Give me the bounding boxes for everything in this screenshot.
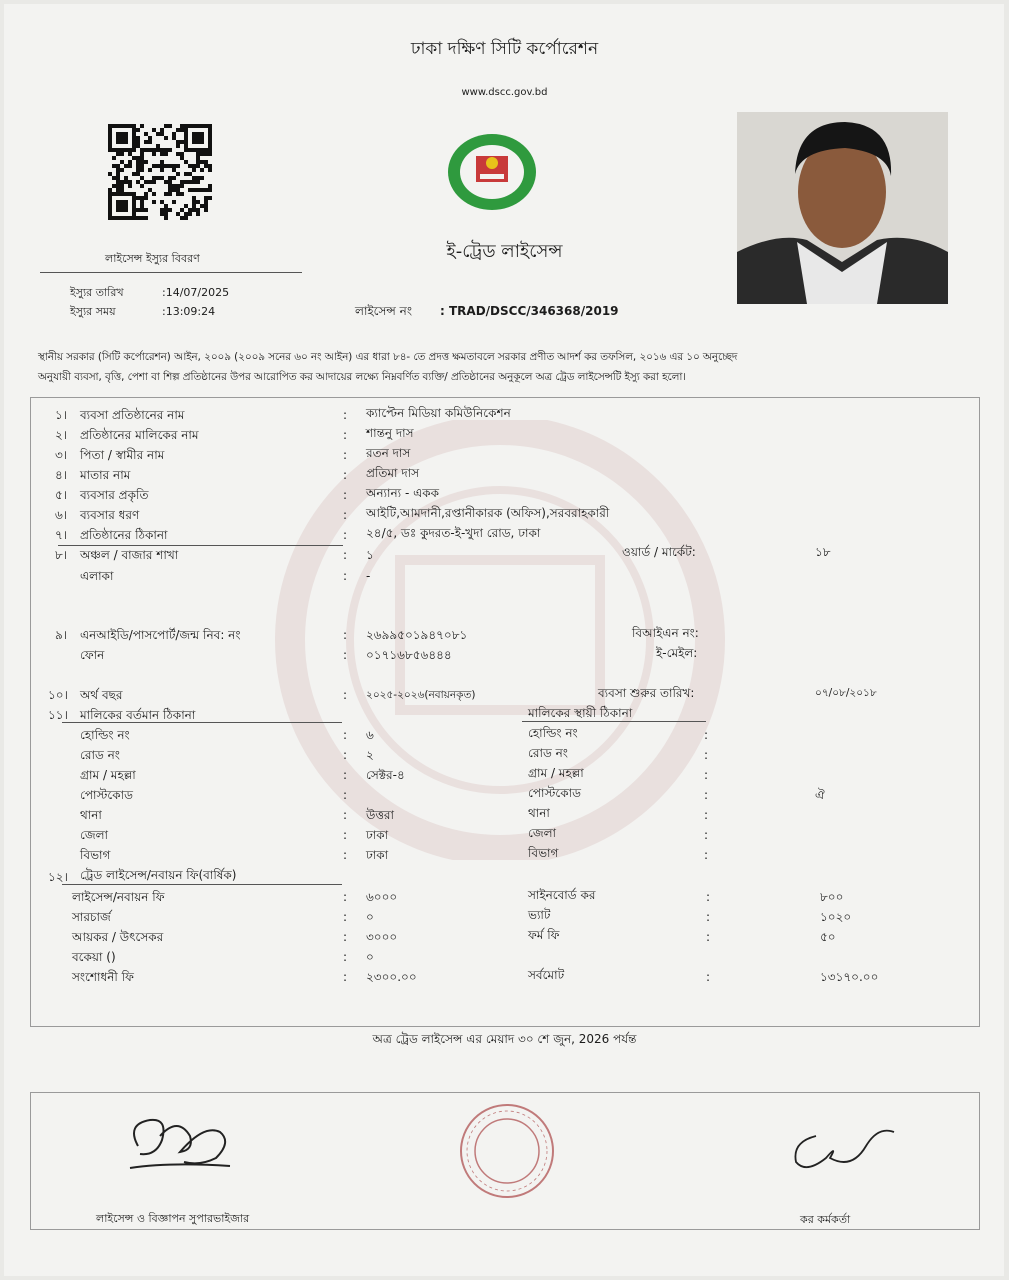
website-url: www.dscc.gov.bd: [461, 87, 548, 98]
fee-label: লাইসেন্স/নবায়ন ফি: [72, 890, 165, 904]
area-label: অঞ্চল / বাজার শাখা: [80, 548, 179, 562]
present-address-value: উত্তরা: [366, 808, 395, 822]
fee-value: ০: [366, 950, 374, 964]
fiscal-value: ২০২৫-২০২৬(নবায়নকৃত): [366, 689, 476, 701]
info-row-num: ২।: [55, 428, 68, 442]
colon-separator: :: [343, 728, 348, 742]
present-address-label: জেলা: [80, 828, 109, 842]
colon-separator: :: [343, 808, 348, 822]
intro-line-2: অনুযায়ী ব্যবসা, বৃত্তি, পেশা বা শিল্প প্রতিষ্ঠানের উপর আরোপিত কর আদায়ের লক্ষ্যে নিম্নবর্ণিত ব্যক্তি/ প্রতিষ্ঠানের অনুকূলে অত্র ট্রেড লাইসেন্সটি ইস্যু করা হলো।: [38, 371, 686, 383]
present-address-label: গ্রাম / মহল্লা: [80, 768, 136, 782]
owner-photo: [737, 112, 948, 304]
tax-officer-signature: [782, 1116, 902, 1186]
permanent-address-label: বিভাগ: [528, 846, 559, 860]
phone-value: ০১৭১৬৮৫৬৪৪৪: [366, 648, 452, 662]
colon-separator: :: [343, 408, 348, 422]
fee-value: ৬০০০: [366, 890, 398, 904]
fee-value: ০: [366, 910, 374, 924]
fees-heading: ট্রেড লাইসেন্স/নবায়ন ফি(বার্ষিক): [80, 868, 237, 882]
info-row-num: ৭।: [55, 528, 68, 542]
fee-right-value: ৮০০: [820, 890, 844, 904]
fee-value: ৩০০০: [366, 930, 398, 944]
colon-separator: :: [704, 768, 709, 782]
license-title: ই-ট্রেড লাইসেন্স: [446, 241, 563, 262]
info-row-label: মাতার নাম: [80, 468, 131, 482]
colon-separator: :: [704, 728, 709, 742]
address-num: ১১।: [48, 708, 68, 722]
info-row-label: ব্যবসার ধরণ: [80, 508, 140, 522]
issue-time: :13:09:24: [162, 305, 216, 318]
colon-separator: :: [704, 828, 709, 842]
info-row-num: ৪।: [55, 468, 68, 482]
nid-value: ২৬৯৯৫০১৯৪৭০৮১: [366, 628, 468, 642]
colon-separator: :: [343, 828, 348, 842]
area-num: ৮।: [55, 548, 68, 562]
colon-separator: :: [343, 428, 348, 442]
fee-right-value: ১০২০: [820, 910, 852, 924]
info-row-num: ৫।: [55, 488, 68, 502]
fee-right-label: ভ্যাট: [528, 908, 551, 922]
issue-heading: লাইসেন্স ইস্যুর বিবরণ: [105, 252, 200, 265]
issue-date: :14/07/2025: [162, 286, 230, 299]
present-address-value: সেক্টর-৪: [366, 768, 405, 782]
fee-label: সংশোধনী ফি: [72, 970, 134, 984]
start-date-value: ০৭/০৮/২০১৮: [815, 687, 877, 699]
elaka-label: এলাকা: [80, 569, 114, 583]
email-label: ই-মেইল:: [656, 646, 698, 660]
info-row-value: শান্তনু দাস: [366, 426, 414, 440]
info-row-label: পিতা / স্বামীর নাম: [80, 448, 165, 462]
license-no-label: লাইসেন্স নং: [355, 304, 412, 318]
colon-separator: :: [343, 848, 348, 862]
info-row-value: প্রতিমা দাস: [366, 466, 420, 480]
present-address-label: রোড নং: [80, 748, 120, 762]
present-address-label: পোস্টকোড: [80, 788, 133, 802]
permanent-address-heading: মালিকের স্থায়ী ঠিকানা: [528, 706, 633, 720]
permanent-address-label: থানা: [528, 806, 550, 820]
colon-separator: :: [343, 788, 348, 802]
fee-right-label: ফর্ম ফি: [528, 928, 560, 942]
colon-separator: :: [343, 970, 348, 984]
permanent-address-label: হোল্ডিং নং: [528, 726, 578, 740]
info-row-num: ১।: [55, 408, 68, 422]
present-address-label: বিভাগ: [80, 848, 111, 862]
info-row-value: অন্যান্য - একক: [366, 486, 440, 500]
colon-separator: :: [343, 950, 348, 964]
colon-separator: :: [343, 910, 348, 924]
fiscal-label: অর্থ বছর: [80, 688, 123, 702]
colon-separator: :: [343, 448, 348, 462]
nid-label: এনআইডি/পাসপোর্ট/জন্ম নিব: নং: [80, 628, 241, 642]
fee-right-label: সাইনবোর্ড কর: [528, 888, 596, 902]
present-address-label: হোল্ডিং নং: [80, 728, 130, 742]
info-row-value: আইটি,আমদানী,রপ্তানীকারক (অফিস),সরবরাহকারী: [366, 506, 610, 520]
nid-num: ৯।: [55, 628, 68, 642]
info-row-num: ৬।: [55, 508, 68, 522]
issue-date-label: ইস্যুর তারিখ: [70, 286, 124, 299]
colon-separator: :: [343, 768, 348, 782]
permanent-address-label: গ্রাম / মহল্লা: [528, 766, 584, 780]
supervisor-title: লাইসেন্স ও বিজ্ঞাপন সুপারভাইজার: [96, 1212, 250, 1225]
colon-separator: :: [704, 748, 709, 762]
permanent-address-value: ঐ: [815, 788, 825, 802]
area-value: ১: [366, 548, 374, 562]
intro-line-1: স্থানীয় সরকার (সিটি কর্পোরেশন) আইন, ২০০৯ (২০০৯ সনের ৬০ নং আইন) এর ধারা ৮৪- তে প্রদত্ত ক্ষমতাবলে সরকার প্রণীত আদর্শ কর তফসিল, ২০১৬ এর ১০ অনুচ্ছেদ: [38, 351, 738, 363]
colon-separator: :: [343, 748, 348, 762]
official-seal-icon: [458, 1102, 556, 1200]
supervisor-signature: [120, 1106, 240, 1186]
info-row-value: ক্যাপ্টেন মিডিয়া কমিউনিকেশন: [366, 406, 511, 420]
info-row-label: ব্যবসার প্রকৃতি: [80, 488, 149, 502]
validity-note: অত্র ট্রেড লাইসেন্স এর মেয়াদ ৩০ শে জুন, 2026 পর্যন্ত: [372, 1032, 637, 1046]
colon-separator: :: [343, 488, 348, 502]
colon-separator: :: [706, 970, 711, 984]
bin-label: বিআইএন নং:: [632, 626, 699, 640]
license-no: : TRAD/DSCC/346368/2019: [440, 304, 619, 318]
fee-label: সারচার্জ: [72, 910, 111, 924]
colon-separator: :: [704, 808, 709, 822]
colon-separator: :: [343, 890, 348, 904]
permanent-address-label: রোড নং: [528, 746, 568, 760]
present-address-value: ঢাকা: [366, 828, 389, 842]
permanent-address-label: পোস্টকোড: [528, 786, 581, 800]
dscc-logo-icon: [442, 130, 542, 214]
present-address-label: থানা: [80, 808, 102, 822]
colon-separator: :: [343, 528, 348, 542]
org-title: ঢাকা দক্ষিণ সিটি কর্পোরেশন: [410, 39, 599, 59]
present-address-value: ৬: [366, 728, 374, 742]
fees-num: ১২।: [48, 870, 68, 884]
phone-label: ফোন: [80, 648, 105, 662]
fee-right-value: ৫০: [820, 930, 836, 944]
present-address-heading: মালিকের বর্তমান ঠিকানা: [80, 708, 196, 722]
fiscal-num: ১০।: [48, 688, 68, 702]
info-row-value: ২৪/৫, ডঃ কুদরত-ই-খুদা রোড, ঢাকা: [366, 526, 541, 540]
fee-label: আয়কর / উৎসেকর: [72, 930, 164, 944]
start-date-label: ব্যবসা শুরুর তারিখ:: [598, 686, 695, 700]
info-row-label: প্রতিষ্ঠানের ঠিকানা: [80, 528, 168, 542]
colon-separator: :: [704, 788, 709, 802]
info-row-label: ব্যবসা প্রতিষ্ঠানের নাম: [80, 408, 185, 422]
info-row-num: ৩।: [55, 448, 68, 462]
fee-value: ২৩০০.০০: [366, 970, 417, 984]
colon-separator: :: [704, 848, 709, 862]
colon-separator: :: [343, 508, 348, 522]
present-address-value: ২: [366, 748, 374, 762]
qr-code-icon: [108, 124, 212, 220]
issue-time-label: ইস্যুর সময়: [70, 305, 116, 318]
info-row-label: প্রতিষ্ঠানের মালিকের নাম: [80, 428, 199, 442]
elaka-value: -: [366, 569, 371, 583]
colon-separator: :: [706, 930, 711, 944]
ward-label: ওয়ার্ড / মার্কেট:: [622, 545, 696, 559]
info-row-value: রতন দাস: [366, 446, 411, 460]
colon-separator: :: [343, 930, 348, 944]
fee-right-label: সর্বমোট: [528, 968, 565, 982]
ward-value: ১৮: [815, 545, 831, 559]
present-address-value: ঢাকা: [366, 848, 389, 862]
permanent-address-label: জেলা: [528, 826, 557, 840]
colon-separator: :: [706, 910, 711, 924]
fee-label: বকেয়া (): [72, 950, 116, 964]
fee-right-value: ১৩১৭০.০০: [820, 970, 879, 984]
colon-separator: :: [706, 890, 711, 904]
colon-separator: :: [343, 468, 348, 482]
tax-officer-title: কর কর্মকর্তা: [800, 1213, 851, 1226]
